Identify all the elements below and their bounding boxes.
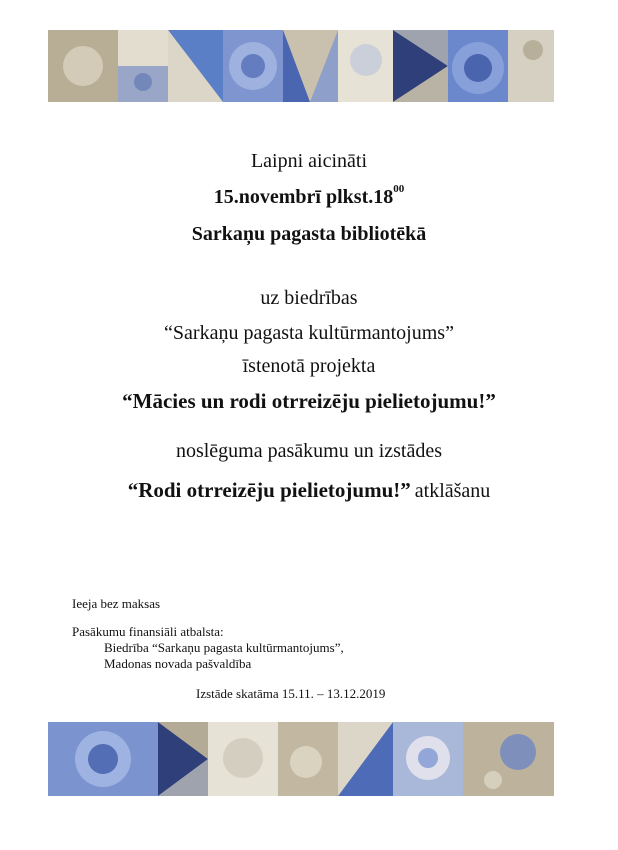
event-place-text: Sarkaņu pagasta bibliotēkā [191, 223, 427, 245]
event-time-minutes: 00 [393, 183, 405, 196]
by-line [0, 287, 618, 310]
project-title: “Mācies un rodi otrreizēju pielietojumu!” [122, 389, 496, 413]
supporter-item: Biedrība “Sarkaņu pagasta kultūrmantojums”, [104, 640, 344, 655]
exhibition-line [0, 478, 618, 503]
welcome-text: Laipni aicināti [250, 150, 368, 172]
exhibition-suffix: atklāšanu [414, 480, 491, 502]
fabric-pattern-top-icon [48, 30, 554, 102]
supported-by-label: Pasākumu finansiāli atbalsta: [72, 624, 224, 639]
closing-line [0, 440, 618, 463]
event-place-line [0, 223, 618, 246]
organization-name: “Sarkaņu pagasta kultūrmantojums” [164, 322, 454, 344]
event-date-text: 15.novembrī plkst.18 [213, 186, 394, 208]
by-line-text: uz biedrības [260, 287, 358, 309]
entry-note: Ieeja bez maksas [72, 596, 161, 611]
decorative-fabric-banner-top [48, 30, 554, 102]
closing-text: noslēguma pasākumu un izstādes [175, 440, 443, 462]
fabric-pattern-bottom-icon [48, 722, 554, 796]
exhibition-dates: Izstāde skatāma 15.11. – 13.12.2019 [196, 686, 386, 701]
project-title-line [0, 389, 618, 414]
project-intro-text: īstenotā projekta [242, 355, 376, 377]
supporter-item: Madonas novada pašvaldība [104, 656, 252, 671]
welcome-line [0, 150, 618, 173]
event-date-line [0, 183, 618, 209]
decorative-fabric-banner-bottom [48, 722, 554, 796]
exhibition-title: “Rodi otrreizēju pielietojumu!” [127, 478, 411, 502]
organization-line [0, 322, 618, 345]
project-intro-line [0, 355, 618, 378]
